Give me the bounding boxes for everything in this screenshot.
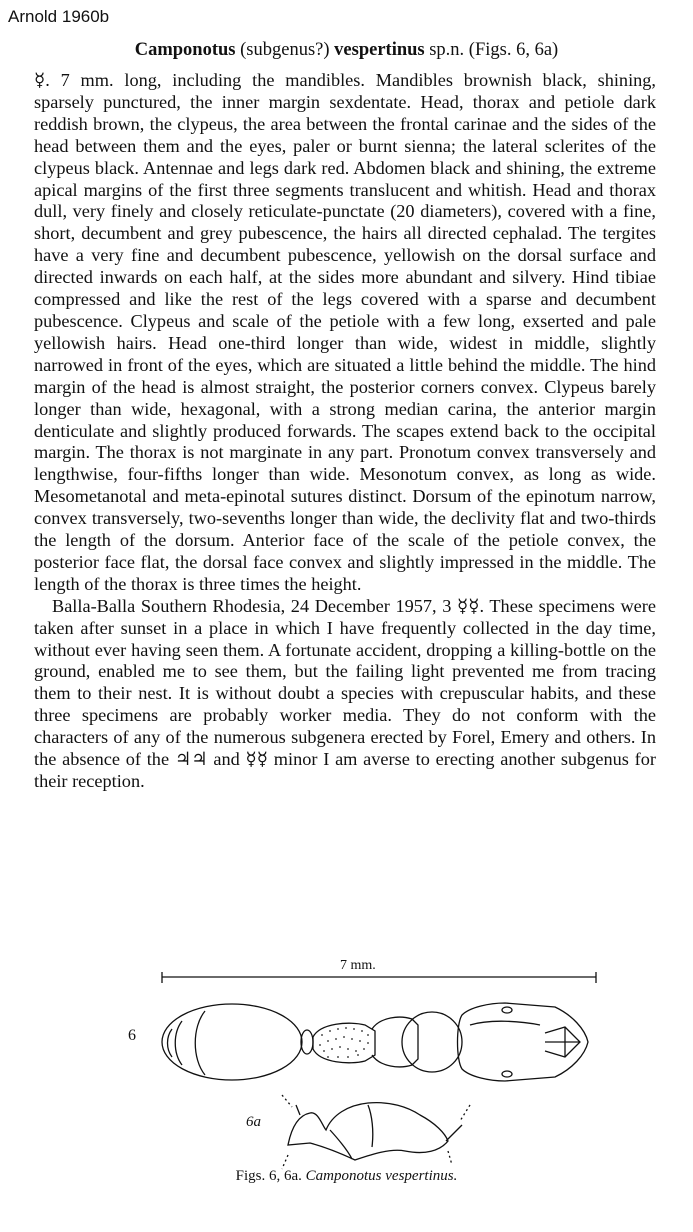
ant-lateral-view [282,1095,470,1169]
document-header: Arnold 1960b [8,7,110,26]
description-paragraph: ☿. 7 mm. long, including the mandibles. Mandibles brownish black, shining, sparsely punctured, the inner margin sexdentate. Head, thorax and petiole dark reddish brown, the clypeus, the area between the frontal carinae and the sides of the head between them and the eyes, paler or burnt sienna; the lateral sclerites of the clypeus black. Antennae and legs dark red. Abdomen black and shining, the extreme apical margins of the first three segments translucent and whitish. Head and thorax dull, very finely and closely reticulate-punctate (20 diameters), covered with a fine, short, decumbent and grey pubescence, the hairs all directed cephalad. The tergites have a very fine and decumbent pubescence, yellowish on the dorsal surface and directed inwards on each half, at the sides more abundant and silvery. Hind tibiae compressed and like the rest of the legs covered with a sparse and decumbent pubescence. Clypeus and scale of the petiole with a few long, exserted and pale yellowish hairs. Head one-third longer than wide, widest in middle, slightly narrowed in front of the eyes, which are situated a little behind the middle. The hind margin of the head is almost straight, the posterior corners convex. Clypeus barely longer than wide, hexagonal, with a strong median carina, the anterior margin denticulate and slightly produced forwards. The scapes extend back to the occipital margin. The thorax is not marginate in any part. Pronotum convex transversely and lengthwise, four-fifths longer than wide. Mesonotum convex, as long as wide. Mesometanotal and meta-epinotal sutures distinct. Dorsum of the epinotum narrow, convex transversely, two-sevenths longer than wide, the declivity flat and two-thirds the length of the dorsum. Anterior face of the scale of the petiole convex, the posterior face flat, the dorsal face convex and slightly impressed in the middle. The length of the thorax is three times the height. [34,70,656,594]
scale-bar-label: 7 mm. [340,958,376,973]
species-title [0,40,693,61]
figure-label-6: 6 [128,1027,136,1044]
stipple-pattern [319,1027,369,1058]
subgenus-note: (subgenus?) [240,40,330,60]
caption-prefix: Figs. 6, 6a. [235,1168,302,1184]
figure-caption [0,1168,693,1185]
ant-figure [0,955,693,1195]
ant-dorsal-view [162,1003,588,1081]
scale-bar [162,972,596,983]
genus-name: Camponotus [134,40,236,60]
species-name: vespertinus [334,40,425,60]
description-body [34,70,656,793]
caption-species: Camponotus vespertinus. [305,1168,458,1184]
figure-label-6a: 6a [246,1114,261,1130]
locality-paragraph: Balla-Balla Southern Rhodesia, 24 December 1957, 3 ☿☿. These specimens were taken after sunset in a place in which I have frequently collected in the day time, without ever having seen them. A fortunate accident, dropping a killing-bottle on the ground, enabled me to see them, but the failing light prevented me from tracing them to their nest. It is without doubt a species with crepuscular habits, and these three specimens are probably worker media. They do not conform with the characters of any of the numerous subgenera erected by Forel, Emery and others. In the absence of the ♃♃ and ☿☿ minor I am averse to erecting another subgenus for their reception. [34,595,656,791]
ant-drawing [0,955,693,1195]
title-rest: sp.n. (Figs. 6, 6a) [429,40,559,60]
